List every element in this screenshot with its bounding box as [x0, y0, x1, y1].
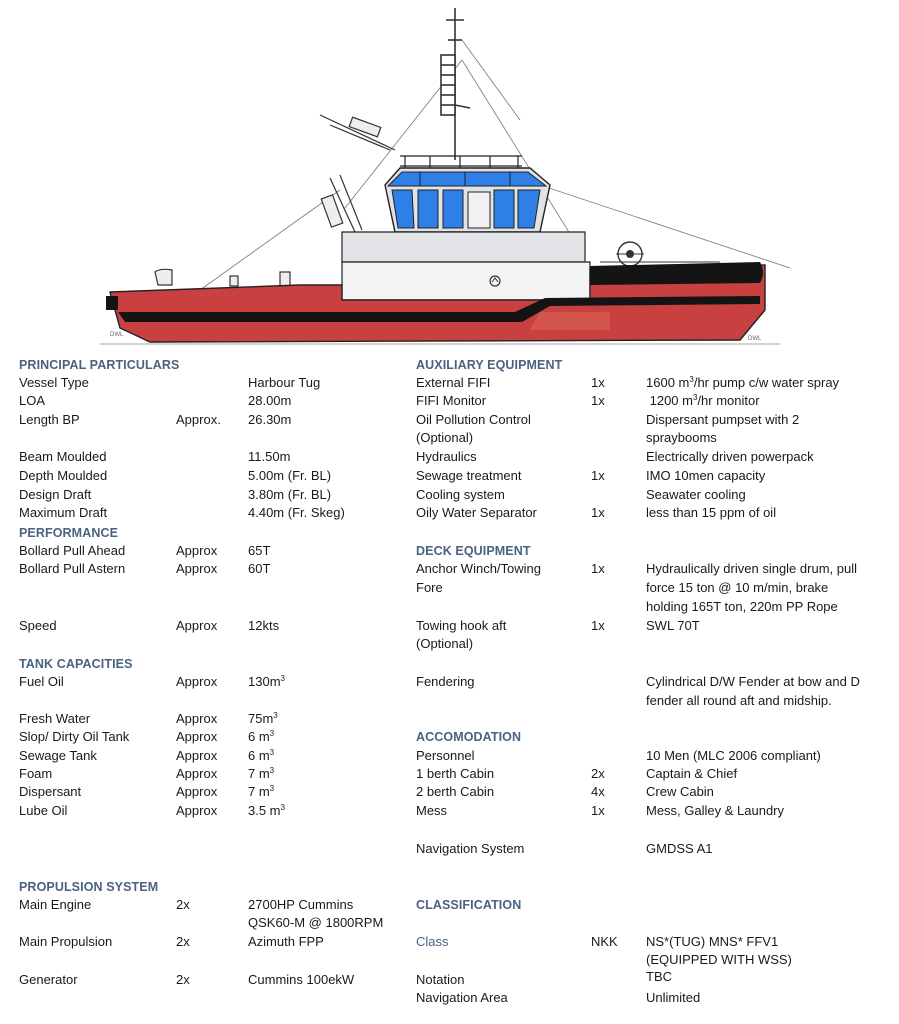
row-qualifier: Approx [176, 748, 218, 763]
row-value: 11.50m [248, 449, 291, 464]
row-qualifier: 2x [176, 934, 190, 949]
row-value-line2: fender all round aft and midship. [646, 693, 832, 708]
row-qualifier: Approx [176, 729, 218, 744]
classification-heading: CLASSIFICATION [416, 898, 522, 912]
row-label: Bollard Pull Ahead [19, 543, 126, 558]
row-label: Vessel Type [19, 375, 89, 390]
row-qualifier: Approx [176, 543, 218, 558]
row-value-line2: (EQUIPPED WITH WSS) [646, 952, 792, 967]
row-value: Azimuth FPP [248, 934, 324, 949]
row-value: 7 $m^3$ [248, 784, 275, 799]
row-value: Cummins 100ekW [248, 972, 355, 987]
row-value: Harbour Tug [248, 375, 321, 390]
row-value-line2: force 15 ton @ 10 m/min, brake [646, 580, 829, 595]
row-value: Cylindrical D/W Fender at bow and D [646, 674, 860, 689]
principal-heading: PRINCIPAL PARTICULARS [19, 358, 180, 372]
row-value: 6 $m^3$ [248, 729, 275, 744]
row-label-line2: Fore [416, 580, 443, 595]
row-value: Unlimited [646, 990, 701, 1005]
accommodation-heading: ACCOMODATION [416, 730, 522, 744]
row-label: Personnel [416, 748, 475, 763]
row-qty: NKK [591, 934, 618, 949]
row-qualifier: Approx [176, 784, 218, 799]
row-qty: 1x [591, 393, 605, 408]
row-label: Oily Water Separator [416, 505, 537, 520]
row-value: Captain & Chief [646, 766, 738, 781]
row-value: Seawater cooling [646, 487, 746, 502]
row-label: Bollard Pull Astern [19, 561, 126, 576]
row-qty: 1x [591, 375, 605, 390]
row-label-line2: (Optional) [416, 430, 474, 445]
row-value: 26.30m [248, 412, 292, 427]
svg-text:DWL: DWL [748, 336, 762, 342]
row-value: $130m^3$ [248, 674, 285, 689]
row-qualifier: Approx [176, 618, 218, 633]
row-value: 1200 $m^3/hr$ monitor [646, 393, 760, 408]
row-qualifier: 2x [176, 897, 190, 912]
row-value: 2700HP Cummins [248, 897, 354, 912]
row-value: TBC [646, 969, 672, 984]
row-label-line2: (Optional) [416, 636, 474, 651]
row-value: 5.00m (Fr. BL) [248, 468, 332, 483]
row-value-line2: spraybooms [646, 430, 717, 445]
row-value: 3.5 $m^3$ [248, 803, 285, 818]
svg-text:DWL: DWL [110, 332, 124, 338]
row-label: LOA [19, 393, 46, 408]
row-value: 4.40m (Fr. Skeg) [248, 505, 345, 520]
row-label: Main Propulsion [19, 934, 113, 949]
row-label: Generator [19, 972, 78, 987]
row-qty: 4x [591, 784, 605, 799]
row-value-line2: QSK60-M @ 1800RPM [248, 915, 384, 930]
row-value: 28.00m [248, 393, 292, 408]
row-qty: 1x [591, 468, 605, 483]
row-qty: 1x [591, 618, 605, 633]
row-label: Notation [416, 972, 465, 987]
row-label: Speed [19, 618, 57, 633]
row-label: Main Engine [19, 897, 92, 912]
row-qualifier: Approx [176, 561, 218, 576]
row-value: 65T [248, 543, 271, 558]
row-qualifier: Approx [176, 711, 218, 726]
row-label: Foam [19, 766, 53, 781]
row-label: Class [416, 934, 449, 949]
row-value: Dispersant pumpset with 2 [646, 412, 800, 427]
row-value: 60T [248, 561, 271, 576]
row-qualifier: Approx [176, 803, 218, 818]
row-label: Oil Pollution Control [416, 412, 531, 427]
row-value-line3: holding 165T ton, 220m PP Rope [646, 599, 838, 614]
row-label: 1 berth Cabin [416, 766, 495, 781]
row-label: Fendering [416, 674, 475, 689]
auxiliary-heading: AUXILIARY EQUIPMENT [416, 358, 563, 372]
row-label: Dispersant [19, 784, 82, 799]
row-qty: 2x [591, 766, 605, 781]
row-label: Length BP [19, 412, 80, 427]
row-value: $75m^3$ [248, 711, 278, 726]
row-label: Hydraulics [416, 449, 477, 464]
row-label: Depth Moulded [19, 468, 108, 483]
row-label: External FIFI [416, 375, 491, 390]
row-label: Cooling system [416, 487, 505, 502]
row-label: Towing hook aft [416, 618, 507, 633]
row-label: Slop/ Dirty Oil Tank [19, 729, 130, 744]
row-value: 12kts [248, 618, 280, 633]
row-value: GMDSS A1 [646, 841, 713, 856]
row-label: FIFI Monitor [416, 393, 487, 408]
row-label: Navigation Area [416, 990, 508, 1005]
row-value: 6 $m^3$ [248, 748, 275, 763]
row-value: Crew Cabin [646, 784, 714, 799]
row-value: 10 Men (MLC 2006 compliant) [646, 748, 821, 763]
row-value: NS*(TUG) MNS* FFV1 [646, 934, 779, 949]
tanks-heading: TANK CAPACITIES [19, 657, 133, 671]
row-label: Sewage Tank [19, 748, 97, 763]
row-label: Fuel Oil [19, 674, 64, 689]
row-value: 1600 $m^3/hr$ pump c/w water spray [646, 375, 840, 390]
row-qty: 1x [591, 561, 605, 576]
row-value: less than 15 ppm of oil [646, 505, 777, 520]
row-qualifier: 2x [176, 972, 190, 987]
row-label: Sewage treatment [416, 468, 522, 483]
performance-heading: PERFORMANCE [19, 526, 119, 540]
row-value: 7 $m^3$ [248, 766, 275, 781]
row-value: 3.80m (Fr. BL) [248, 487, 332, 502]
row-value: Hydraulically driven single drum, pull [646, 561, 857, 576]
propulsion-heading: PROPULSION SYSTEM [19, 880, 159, 894]
row-label: Anchor Winch/Towing [416, 561, 541, 576]
row-value: SWL 70T [646, 618, 700, 633]
row-qty: 1x [591, 803, 605, 818]
row-qualifier: Approx. [176, 412, 221, 427]
row-value: IMO 10men capacity [646, 468, 766, 483]
row-qualifier: Approx [176, 766, 218, 781]
row-label: 2 berth Cabin [416, 784, 495, 799]
row-label: Beam Moulded [19, 449, 107, 464]
deck-heading: DECK EQUIPMENT [416, 544, 531, 558]
row-value: Electrically driven powerpack [646, 449, 814, 464]
row-label: Maximum Draft [19, 505, 108, 520]
row-value: Mess, Galley & Laundry [646, 803, 785, 818]
row-label: Mess [416, 803, 448, 818]
row-label: Navigation System [416, 841, 525, 856]
row-label: Fresh Water [19, 711, 91, 726]
row-label: Lube Oil [19, 803, 68, 818]
row-label: Design Draft [19, 487, 92, 502]
row-qualifier: Approx [176, 674, 218, 689]
row-qty: 1x [591, 505, 605, 520]
